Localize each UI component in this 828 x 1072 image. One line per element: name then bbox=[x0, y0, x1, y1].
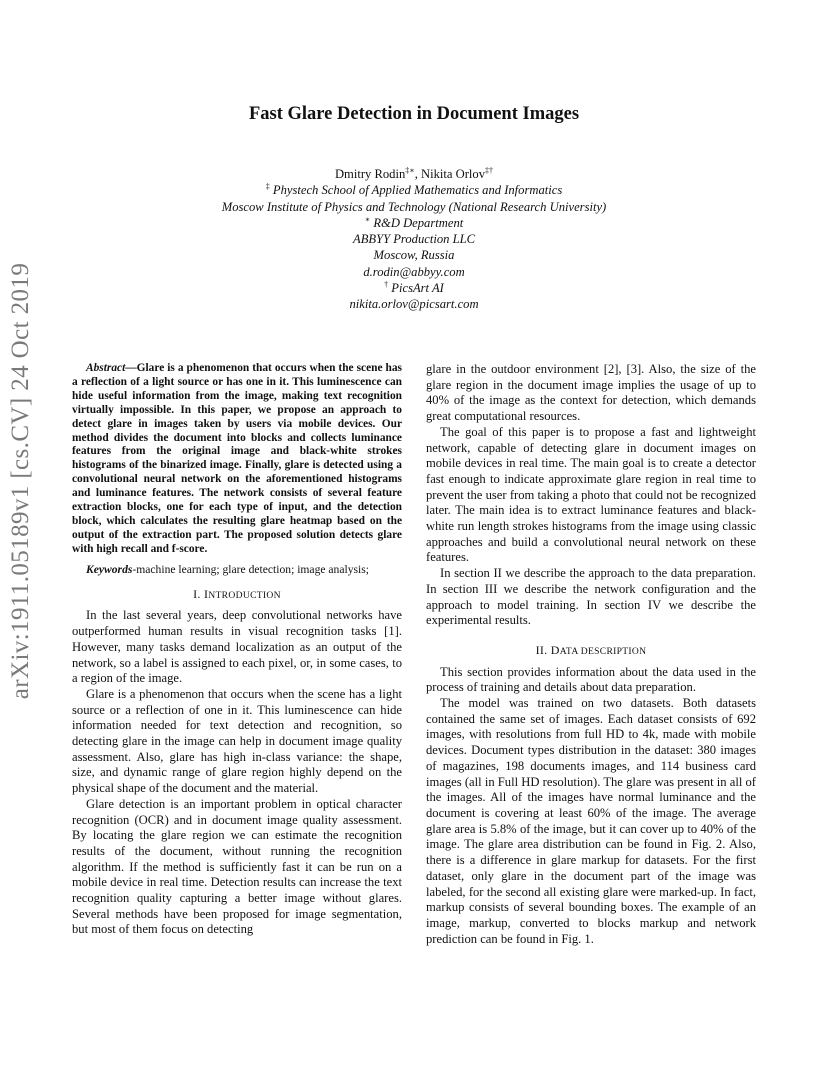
section-heading-data-description bbox=[426, 643, 756, 660]
right-column bbox=[426, 362, 756, 947]
section-numeral: I. bbox=[193, 586, 204, 601]
affiliation-3-mark: † bbox=[384, 280, 389, 290]
paragraph: Glare detection is an important problem in optical character recognition (OCR) and in document image quality assessment. By locating the glare region we can estimate the recognition results of the document, without running the recognition algorithm. If the method is sufficiently fast it can be run on a mobile device in real time. Detection results can increase the text recognition quality capturing a better image without glares. Several methods have been proposed for image segmentation, but most of them focus on detecting bbox=[72, 796, 402, 937]
section-numeral: II. bbox=[535, 642, 551, 657]
author-2-marks: ‡† bbox=[485, 166, 494, 175]
abstract bbox=[72, 362, 402, 557]
affiliation-2-city: Moscow, Russia bbox=[373, 248, 455, 263]
abstract-text: —Glare is a phenomenon that occurs when the scene has a reflection of a light source or has one in it. This luminescence can hide useful information from the image, making text recognition virtually impossible. In this paper, we propose an approach to detect glare in images taken by users via mobile devices. Our method divides the document into blocks and collects luminance features from the original image and black-white strokes histograms of the binarized image. Finally, glare is detected using a convolutional neural network on the aforementioned histograms and luminance features. The network consists of several feature extraction blocks, one for each type of input, and the detection block, which calculates the resulting glare heatmap based on the output of the extraction part. The proposed solution detects glare with high recall and f-score. bbox=[72, 362, 402, 555]
paragraph: This section provides information about the data used in the process of training and details about data preparation. bbox=[426, 664, 756, 695]
paragraph: In the last several years, deep convolutional networks have outperformed human results in visual recognition tasks [1]. However, many tasks demand localization as an output of the network, so a label is assigned to each pixel, or, in some cases, to a region of the image. bbox=[72, 608, 402, 686]
section-title-initial: D bbox=[550, 642, 560, 657]
paragraph: The model was trained on two datasets. Both datasets contained the same set of images. Each dataset consists of 692 images, with resolutions from full HD to 4k, made with mobile devices. Document types distribution in the dataset: 380 images of magazines, 198 documents images, and 114 business card images (all in Full HD resolution). The glare was present in all of the images. All of the images have normal luminance and the document is covering at least 60% of the image. The average glare area is 5.8% of the image, but it can cover up to 40% of the image. The glare area distribution can be found in Fig. 2. Also, there is a difference in glare markup for datasets. For the first dataset, only glare in the document part of the image was labeled, for the second all existing glare were marked-up. In fact, markup consists of several bounding boxes. The example of an image, markup, converted to blocks markup and network prediction can be found in Fig. 1. bbox=[426, 696, 756, 946]
affiliation-3-text: PicsArt AI bbox=[391, 281, 444, 296]
keywords-text: -machine learning; glare detection; image analysis; bbox=[132, 562, 369, 576]
paragraph: Glare is a phenomenon that occurs when the scene has a light source or a reflection of one in it. This luminescence can hide information needed for text detection and recognition, so detecting glare in the image can help in document image quality assessment. Also, glare has high in-class variance: the shape, size, and dynamic range of glare region highly depend on the physical shape of the document and the material. bbox=[72, 686, 402, 796]
section-title-rest: NTRODUCTION bbox=[208, 589, 281, 601]
arxiv-identifier-text: arXiv:1911.05189v1 [cs.CV] 24 Oct 2019 bbox=[7, 262, 35, 700]
author-1-marks: ‡∗ bbox=[405, 166, 415, 175]
author-names bbox=[0, 166, 828, 182]
affiliation-3 bbox=[0, 280, 828, 296]
author-2-email: nikita.orlov@picsart.com bbox=[349, 297, 479, 312]
section-heading-introduction bbox=[72, 587, 402, 604]
keywords-label: Keywords bbox=[86, 562, 133, 576]
affiliation-1 bbox=[0, 182, 828, 198]
affiliation-2-mark: ∗ bbox=[364, 214, 371, 224]
affiliation-1-mark: ‡ bbox=[265, 182, 270, 192]
paragraph: In section II we describe the approach to the data preparation. In section III we describe the network configuration and the approach to model training. In section IV we describe the experimental results. bbox=[426, 566, 756, 628]
author-block bbox=[0, 166, 828, 313]
section-title-initial: I bbox=[204, 586, 209, 601]
paragraph: The goal of this paper is to propose a fast and lightweight network, capable of detecting glare in document images on mobile devices in real time. The main goal is to create a detector fast enough to indicate approximate glare region in real time to prevent the user from taking a photo that could not be recognized later. The main idea is to extract luminance features and black-white run length strokes histograms from the image using classic approaches and build a convolutional neural network on these features. bbox=[426, 424, 756, 565]
author-1-name: Dmitry Rodin bbox=[334, 167, 406, 181]
affiliation-2-org: ABBYY Production LLC bbox=[353, 232, 475, 247]
affiliation-1-text: Phystech School of Applied Mathematics and Informatics bbox=[272, 183, 563, 198]
paragraph-continued: glare in the outdoor environment [2], [3]. Also, the size of the glare region in the document image implies the usage of up to 40% of the image as the context for detection, which demands great computational resources. bbox=[426, 362, 756, 424]
affiliation-2 bbox=[0, 215, 828, 231]
author-1-email: d.rodin@abbyy.com bbox=[363, 264, 465, 279]
arxiv-identifier bbox=[0, 262, 42, 700]
left-column bbox=[72, 362, 402, 938]
affiliation-2-text: R&D Department bbox=[373, 215, 464, 230]
keywords bbox=[72, 563, 402, 577]
affiliation-1-line-2: Moscow Institute of Physics and Technology (National Research University) bbox=[221, 199, 607, 214]
abstract-label: Abstract bbox=[86, 362, 126, 374]
paper-title: Fast Glare Detection in Document Images bbox=[248, 104, 580, 124]
author-2-name: Nikita Orlov bbox=[421, 167, 486, 181]
author-separator: , bbox=[414, 167, 422, 181]
section-title-rest: ATA DESCRIPTION bbox=[559, 645, 647, 657]
